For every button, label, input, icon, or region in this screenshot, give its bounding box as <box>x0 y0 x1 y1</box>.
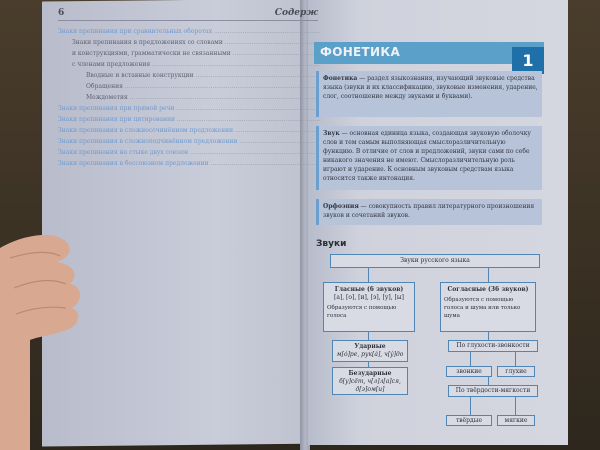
subsection-heading: Звуки <box>316 239 347 249</box>
unstressed-title: Безударные <box>348 370 392 377</box>
vowels-list: [а], [о], [и], [э], [у], [ы] <box>333 294 405 301</box>
toc-entry: Знаки препинания при сравнительных оборотах ..... <box>58 26 320 37</box>
connector <box>470 352 471 366</box>
connector <box>368 332 369 340</box>
toc-header <box>58 8 318 22</box>
hard-box: твёрдые <box>446 415 492 426</box>
vowels-title: Гласные (6 звуков) <box>334 286 404 293</box>
toc-entry: Междометия ..... <box>58 92 320 103</box>
hand <box>0 228 90 450</box>
vowels-note: Образуются с помощью голоса <box>327 305 397 319</box>
consonants-title: Согласные (36 звуков) <box>447 286 529 293</box>
connector <box>488 332 489 340</box>
toc-entry: Знаки препинания в сложносочинённом предложении ..... <box>58 125 320 136</box>
toc-entry: Знаки препинания на стыке двух союзов ..... <box>58 147 320 158</box>
voiceless-box: глухие <box>497 366 535 377</box>
stressed-title: Ударные <box>354 343 386 350</box>
definition-sound <box>316 126 542 190</box>
consonants-note: Образуются с помощью голоса и шума или только шума <box>444 297 521 319</box>
toc-entry: Знаки препинания при цитировании ..... <box>58 114 320 125</box>
running-title: Содерж <box>274 8 318 18</box>
soft-box: мягкие <box>497 415 535 426</box>
term-orthoepy: Орфоэпия <box>323 203 359 210</box>
hardness-box: По твёрдости-мягкости <box>448 385 538 397</box>
section-header-bar <box>314 42 544 64</box>
voiced-box: звонкие <box>446 366 492 377</box>
connector <box>515 397 516 415</box>
toc-entry: Знаки препинания в предложениях со словами ..... <box>58 37 320 48</box>
connector <box>368 268 369 282</box>
toc-entry: Знаки препинания в сложноподчинённом предложении ..... <box>58 136 320 147</box>
section-title: ФОНЕТИКА <box>320 45 401 59</box>
diagram-root: Звуки русского языка <box>330 254 540 268</box>
toc-entry: Обращения ..... <box>58 81 320 92</box>
header-rule <box>58 20 318 21</box>
unstressed-examples: б[у]сёт, ч[л]л[а]ся, д[э]ом[и] <box>339 378 401 393</box>
toc-entry: Знаки препинания при прямой речи ..... <box>58 103 320 114</box>
connector <box>470 397 471 415</box>
stressed-examples: м[ó]ре, рук[á], ч[ý]до <box>336 351 404 358</box>
connector <box>515 352 516 366</box>
definition-phonetics <box>316 71 542 117</box>
term-phonetics: Фонетика <box>323 75 358 82</box>
voicing-box: По глухости-звонкости <box>448 340 538 352</box>
toc-entry: Знаки препинания в бессоюзном предложении ..... <box>58 158 320 169</box>
stressed-box <box>332 340 408 362</box>
unstressed-box <box>332 367 408 395</box>
page-number: 6 <box>58 8 65 18</box>
consonants-box <box>440 282 536 332</box>
connector <box>488 377 489 385</box>
text-phonetics: — раздел языкознания, изучающий звуковые средства языка (звуки и их классификацию, звуковые изменения, ударение, слог, соотношение между звуками и буквами). <box>323 75 538 100</box>
toc-entry: и конструкциями, грамматически не связанными ..... <box>58 48 320 59</box>
connector <box>488 268 489 282</box>
toc-entry: с членами предложения ..... <box>58 59 320 70</box>
definition-orthoepy <box>316 199 542 225</box>
section-number-badge: 1 <box>512 47 544 74</box>
text-sound: — основная единица языка, создающая звуковую оболочку слов и тем самым выполняющая смыслоразличительную функцию. В отличие от слов и предложений, звуки сами по себе никакого значения не имеют. Смыслоразличительную роль играют и ударение. К основным звуковым средствам языка относится также интонация. <box>323 130 531 182</box>
text-orthoepy: — совокупность правил литературного произношения звуков и сочетаний звуков. <box>323 203 535 219</box>
term-sound: Звук <box>323 130 340 137</box>
toc-entry: Вводные и вставные конструкции ..... <box>58 70 320 81</box>
vowels-box <box>323 282 415 332</box>
table-of-contents <box>58 26 320 169</box>
